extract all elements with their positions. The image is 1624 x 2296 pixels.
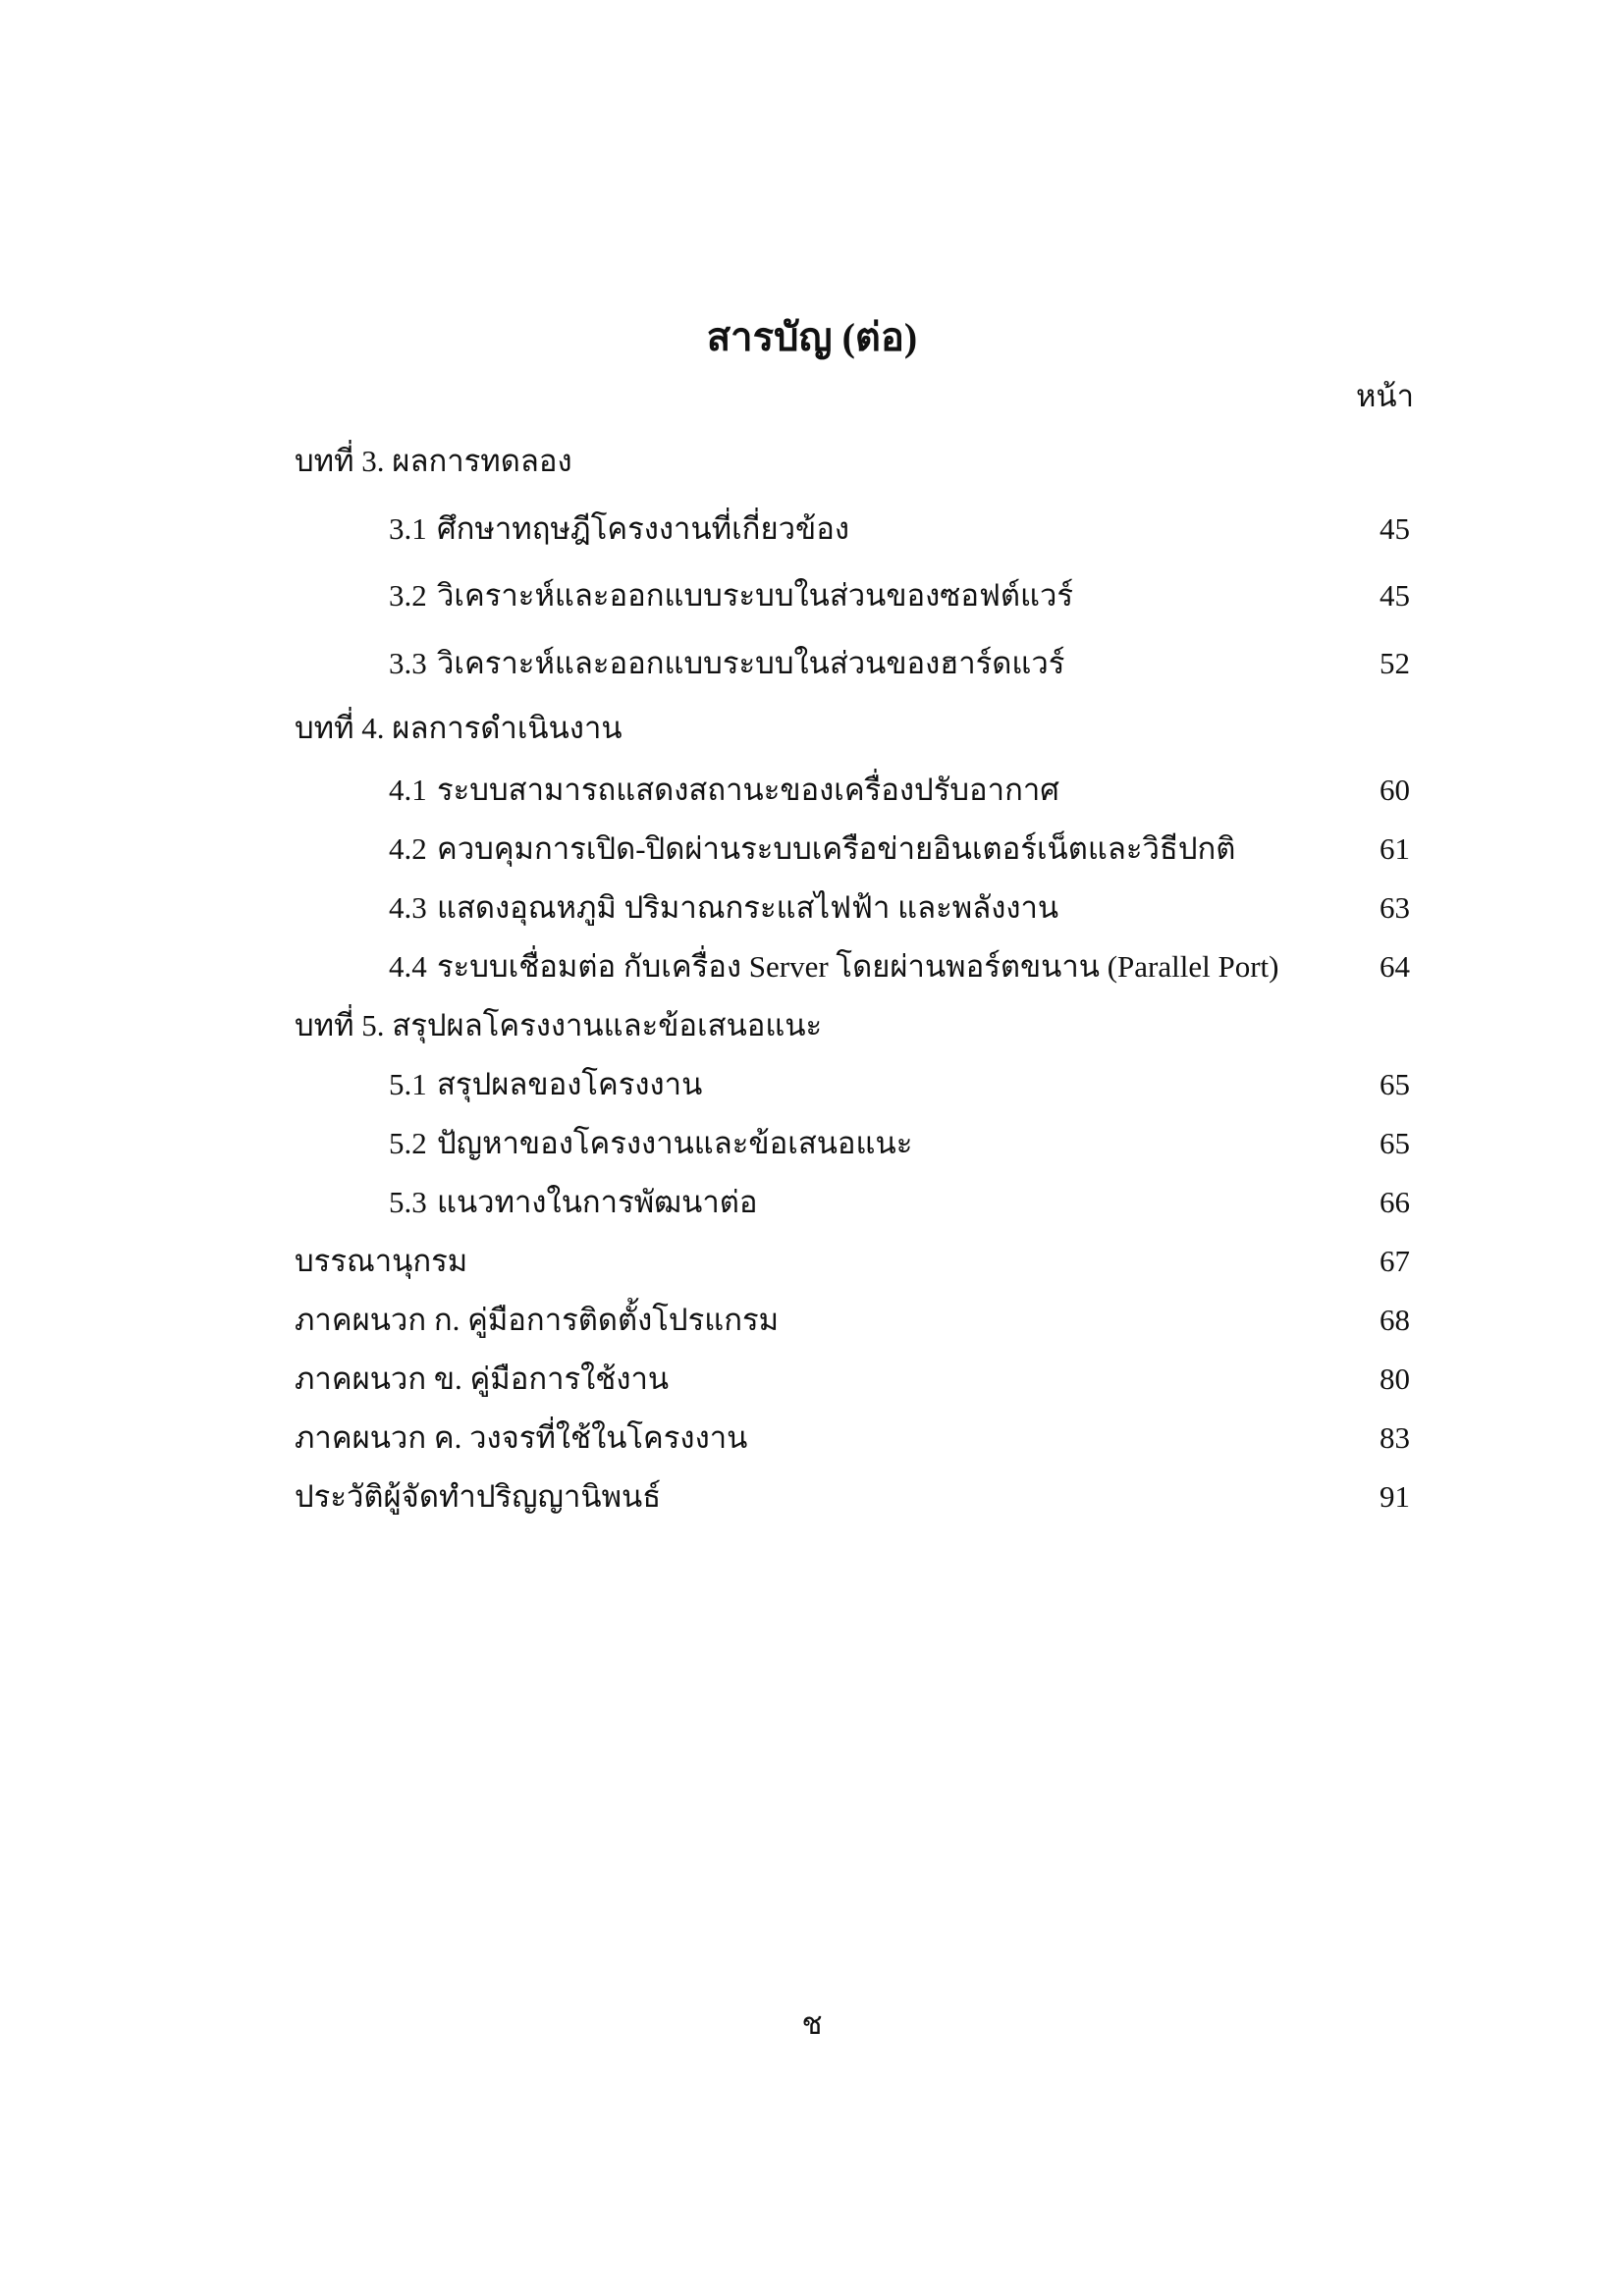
page-title: สารบัญ (ต่อ) [706,315,918,359]
toc-label: บทที่ 4. ผลการดำเนินงาน [295,711,623,745]
toc-entry-3-1 [295,507,1410,551]
toc-page-number: 65 [1380,1067,1410,1101]
toc-appendix-c [295,1416,1410,1460]
toc-number: 4.2 [389,831,427,866]
toc-number: 4.4 [389,949,427,984]
toc-entry-5-1 [295,1063,1410,1106]
toc-label: ศึกษาทฤษฎีโครงงานที่เกี่ยวข้อง [437,511,849,546]
toc-label: ปัญหาของโครงงานและข้อเสนอแนะ [437,1126,913,1160]
toc-page-number: 64 [1380,949,1410,984]
toc-label: ระบบเชื่อมต่อ กับเครื่อง Server โดยผ่านพอร์ตขนาน (Parallel Port) [437,949,1279,984]
toc-entry-4-3 [295,886,1410,930]
toc-label: ภาคผนวก ค. วงจรที่ใช้ในโครงงาน [295,1420,748,1455]
toc-author-bio [295,1475,1410,1519]
toc-label: วิเคราะห์และออกแบบระบบในส่วนของซอฟต์แวร์ [437,578,1074,613]
toc-chapter-5 [295,1004,1410,1047]
toc-number: 4.1 [389,773,427,807]
toc-label: วิเคราะห์และออกแบบระบบในส่วนของฮาร์ดแวร์ [437,646,1065,680]
toc-page-number: 67 [1380,1244,1410,1278]
toc-chapter-3 [295,440,1410,483]
toc-number: 5.1 [389,1067,427,1101]
toc-page-number: 91 [1380,1479,1410,1514]
toc-number: 4.3 [389,890,427,925]
toc-number: 5.2 [389,1126,427,1160]
toc-number: 5.3 [389,1185,427,1219]
page-number: ช [801,2006,823,2041]
toc-page-number: 45 [1380,578,1410,613]
toc-label: แนวทางในการพัฒนาต่อ [437,1185,758,1219]
toc-number: 3.2 [389,578,427,613]
toc-page-number: 61 [1380,831,1410,866]
toc-label: สรุปผลของโครงงาน [437,1067,703,1101]
toc-label: ควบคุมการเปิด-ปิดผ่านระบบเครือข่ายอินเตอร์เน็ตและวิธีปกติ [437,831,1236,866]
toc-label: บรรณานุกรม [295,1244,468,1278]
toc-entry-3-3 [295,642,1410,685]
toc-label: ภาคผนวก ข. คู่มือการใช้งาน [295,1362,670,1396]
toc-label: ระบบสามารถแสดงสถานะของเครื่องปรับอากาศ [437,773,1059,807]
toc-entry-5-2 [295,1122,1410,1165]
toc-label: ประวัติผู้จัดทำปริญญานิพนธ์ [295,1479,662,1514]
toc-page-number: 80 [1380,1362,1410,1396]
toc-entry-5-3 [295,1181,1410,1224]
toc-page-number: 66 [1380,1185,1410,1219]
toc-entry-4-2 [295,828,1410,871]
toc-bibliography [295,1240,1410,1283]
toc-label: ภาคผนวก ก. คู่มือการติดตั้งโปรแกรม [295,1303,780,1337]
toc-page-number: 68 [1380,1303,1410,1337]
toc-appendix-a [295,1299,1410,1342]
toc-label: บทที่ 5. สรุปผลโครงงานและข้อเสนอแนะ [295,1008,823,1042]
toc-page-number: 65 [1380,1126,1410,1160]
page-column-label: หน้า [1355,379,1414,413]
toc-page-number: 83 [1380,1420,1410,1455]
toc-page-number: 60 [1380,773,1410,807]
toc-appendix-b [295,1358,1410,1401]
toc-number: 3.3 [389,646,427,680]
toc-entry-4-4 [295,945,1410,988]
toc-page-number: 63 [1380,890,1410,925]
toc-label: บทที่ 3. ผลการทดลอง [295,444,572,478]
toc-entry-3-2 [295,574,1410,617]
toc-chapter-4 [295,707,1410,750]
toc-page-number: 52 [1380,646,1410,680]
toc-number: 3.1 [389,511,427,546]
toc-label: แสดงอุณหภูมิ ปริมาณกระแสไฟฟ้า และพลังงาน [437,890,1059,925]
toc-page-number: 45 [1380,511,1410,546]
toc-entry-4-1 [295,769,1410,812]
